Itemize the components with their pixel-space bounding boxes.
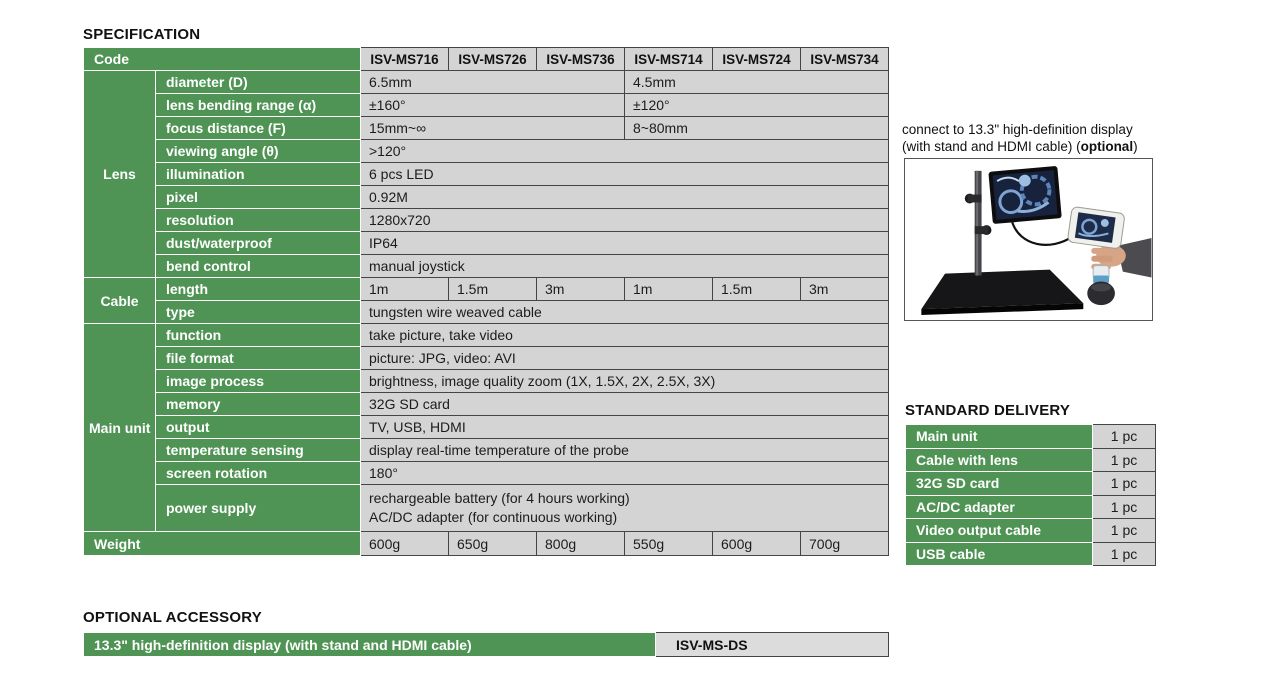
- display-note-line2: (with stand and HDMI cable) (optional): [902, 139, 1138, 154]
- code-header-cell: Code: [84, 48, 361, 71]
- delivery-item-name: Main unit: [906, 425, 1093, 449]
- standard-delivery-table: [905, 424, 1156, 566]
- spec-row-bending: [84, 94, 889, 117]
- value-cell: 3m: [537, 278, 625, 301]
- delivery-item-qty: 1 pc: [1093, 495, 1156, 519]
- delivery-row: [906, 495, 1156, 519]
- row-label: diameter (D): [156, 71, 361, 94]
- row-label: output: [156, 416, 361, 439]
- row-label: power supply: [156, 485, 361, 532]
- delivery-item-qty: 1 pc: [1093, 519, 1156, 543]
- value-cell: 6.5mm: [361, 71, 625, 94]
- row-label: bend control: [156, 255, 361, 278]
- value-cell: >120°: [361, 140, 889, 163]
- power-supply-line1: rechargeable battery (for 4 hours working): [369, 490, 630, 506]
- value-cell: 1m: [361, 278, 449, 301]
- value-cell: brightness, image quality zoom (1X, 1.5X, 2X, 2.5X, 3X): [361, 370, 889, 393]
- row-label: pixel: [156, 186, 361, 209]
- delivery-item-qty: 1 pc: [1093, 448, 1156, 472]
- delivery-item-qty: 1 pc: [1093, 425, 1156, 449]
- spec-row-length: [84, 278, 889, 301]
- delivery-item-qty: 1 pc: [1093, 472, 1156, 496]
- specification-table: [83, 47, 889, 556]
- row-label: file format: [156, 347, 361, 370]
- display-monitor: [988, 166, 1061, 224]
- value-cell: 800g: [537, 532, 625, 556]
- value-cell: 1.5m: [713, 278, 801, 301]
- row-label: focus distance (F): [156, 117, 361, 140]
- handheld-main-unit: [1067, 206, 1125, 249]
- delivery-row: [906, 425, 1156, 449]
- model-header: ISV-MS736: [537, 48, 625, 71]
- value-cell: [361, 485, 889, 532]
- value-cell: 1.5m: [449, 278, 537, 301]
- spec-row-resolution: [84, 209, 889, 232]
- delivery-item-name: AC/DC adapter: [906, 495, 1093, 519]
- value-cell: take picture, take video: [361, 324, 889, 347]
- value-cell: 1280x720: [361, 209, 889, 232]
- spec-row-output: [84, 416, 889, 439]
- value-cell: manual joystick: [361, 255, 889, 278]
- row-label: resolution: [156, 209, 361, 232]
- row-label: type: [156, 301, 361, 324]
- optional-accessory-code: ISV-MS-DS: [656, 633, 889, 657]
- product-image: [904, 158, 1153, 321]
- value-cell: 1m: [625, 278, 713, 301]
- spec-header-row: [84, 48, 889, 71]
- hdmi-cable: [1012, 222, 1073, 245]
- value-cell: 32G SD card: [361, 393, 889, 416]
- group-cable: Cable: [84, 278, 156, 324]
- row-label: image process: [156, 370, 361, 393]
- spec-row-diameter: [84, 71, 889, 94]
- stand-base: [921, 270, 1083, 310]
- value-cell: ±160°: [361, 94, 625, 117]
- value-cell: 8~80mm: [625, 117, 889, 140]
- row-label: screen rotation: [156, 462, 361, 485]
- model-header: ISV-MS726: [449, 48, 537, 71]
- row-label: viewing angle (θ): [156, 140, 361, 163]
- value-cell: 550g: [625, 532, 713, 556]
- optional-accessory-name: 13.3" high-definition display (with stand and HDMI cable): [84, 633, 656, 657]
- optional-accessory-table: [83, 632, 889, 657]
- specification-heading: SPECIFICATION: [83, 26, 201, 43]
- spec-row-dust: [84, 232, 889, 255]
- row-label: memory: [156, 393, 361, 416]
- spec-row-temperature: [84, 439, 889, 462]
- spec-row-function: [84, 324, 889, 347]
- delivery-item-name: Cable with lens: [906, 448, 1093, 472]
- value-cell: 600g: [361, 532, 449, 556]
- spec-row-memory: [84, 393, 889, 416]
- spec-row-image-process: [84, 370, 889, 393]
- spec-row-weight: [84, 532, 889, 556]
- delivery-item-qty: 1 pc: [1093, 542, 1156, 566]
- delivery-row: [906, 519, 1156, 543]
- row-label: dust/waterproof: [156, 232, 361, 255]
- spec-row-focus: [84, 117, 889, 140]
- delivery-item-name: 32G SD card: [906, 472, 1093, 496]
- spec-row-illumination: [84, 163, 889, 186]
- spec-row-bend-control: [84, 255, 889, 278]
- value-cell: 600g: [713, 532, 801, 556]
- group-weight: Weight: [84, 532, 361, 556]
- spec-row-type: [84, 301, 889, 324]
- value-cell: TV, USB, HDMI: [361, 416, 889, 439]
- microscope-stand-illustration: [905, 159, 1152, 320]
- spec-row-rotation: [84, 462, 889, 485]
- value-cell: picture: JPG, video: AVI: [361, 347, 889, 370]
- value-cell: IP64: [361, 232, 889, 255]
- group-main-unit: Main unit: [84, 324, 156, 532]
- row-label: temperature sensing: [156, 439, 361, 462]
- delivery-row: [906, 542, 1156, 566]
- standard-delivery-heading: STANDARD DELIVERY: [905, 402, 1071, 419]
- value-cell: 650g: [449, 532, 537, 556]
- group-lens: Lens: [84, 71, 156, 278]
- model-header: ISV-MS716: [361, 48, 449, 71]
- delivery-item-name: Video output cable: [906, 519, 1093, 543]
- row-label: length: [156, 278, 361, 301]
- value-cell: 3m: [801, 278, 889, 301]
- delivery-row: [906, 472, 1156, 496]
- model-header: ISV-MS734: [801, 48, 889, 71]
- spec-row-file-format: [84, 347, 889, 370]
- optional-accessory-row: [84, 633, 889, 657]
- row-label: illumination: [156, 163, 361, 186]
- row-label: lens bending range (α): [156, 94, 361, 117]
- spec-row-pixel: [84, 186, 889, 209]
- value-cell: 180°: [361, 462, 889, 485]
- display-note-line1: connect to 13.3" high-definition display: [902, 122, 1133, 137]
- value-cell: tungsten wire weaved cable: [361, 301, 889, 324]
- value-cell: 4.5mm: [625, 71, 889, 94]
- display-connection-note: [902, 121, 1202, 155]
- value-cell: 15mm~∞: [361, 117, 625, 140]
- value-cell: display real-time temperature of the probe: [361, 439, 889, 462]
- model-header: ISV-MS714: [625, 48, 713, 71]
- optional-accessory-heading: OPTIONAL ACCESSORY: [83, 609, 262, 626]
- value-cell: 700g: [801, 532, 889, 556]
- row-label: function: [156, 324, 361, 347]
- value-cell: ±120°: [625, 94, 889, 117]
- spec-row-viewing: [84, 140, 889, 163]
- value-cell: 0.92M: [361, 186, 889, 209]
- delivery-item-name: USB cable: [906, 542, 1093, 566]
- power-supply-line2: AC/DC adapter (for continuous working): [369, 509, 618, 525]
- spec-row-power-supply: [84, 485, 889, 532]
- model-header: ISV-MS724: [713, 48, 801, 71]
- delivery-row: [906, 448, 1156, 472]
- value-cell: 6 pcs LED: [361, 163, 889, 186]
